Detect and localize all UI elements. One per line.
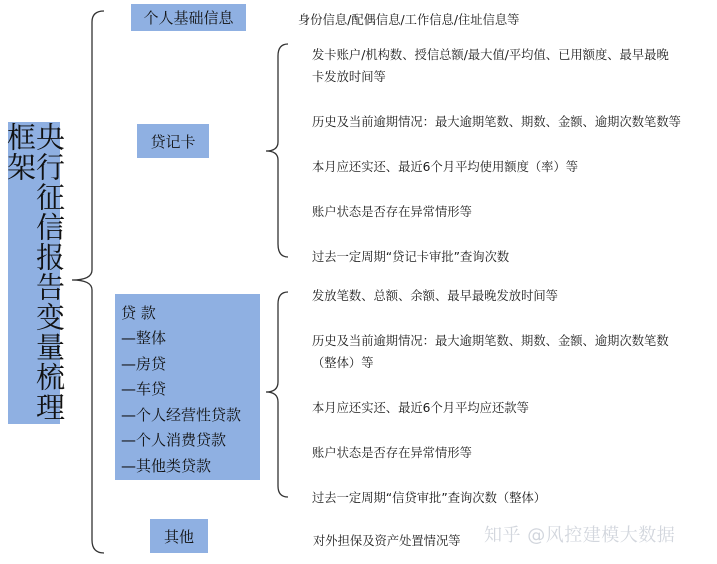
root-node (3, 122, 66, 424)
loan-item: 发放笔数、总额、余额、最早最晚发放时间等 (312, 289, 558, 303)
main-bracket (72, 11, 104, 553)
loan-item-cont: （整体）等 (312, 356, 374, 370)
other-item: 对外担保及资产处置情况等 (313, 534, 461, 548)
credit-card-item: 发卡账户/机构数、授信总额/最大值/平均值、已用额度、最早最晚 (312, 48, 669, 62)
loan-item: 账户状态是否存在异常情形等 (312, 446, 472, 460)
credit-card-item: 账户状态是否存在异常情形等 (312, 205, 472, 219)
category-loan (115, 294, 260, 480)
loan-item: 本月应还实还、最近6个月平均应还款等 (312, 401, 529, 415)
category-label: 其他 (163, 527, 194, 546)
loan-subtype: —整体 (121, 329, 167, 347)
card-bracket (266, 44, 288, 257)
loan-subtype: —其他类贷款 (121, 456, 212, 475)
basic-info-item: 身份信息/配偶信息/工作信息/住址信息等 (298, 13, 520, 27)
category-credit-card (137, 124, 209, 158)
credit-card-item: 过去一定周期“贷记卡审批”查询次数 (312, 250, 510, 264)
credit-card-item-cont: 卡发放时间等 (312, 70, 386, 84)
loan-subtype: —房贷 (121, 354, 167, 373)
loan-title: 贷 款 (121, 304, 156, 322)
loan-item: 历史及当前逾期情况：最大逾期笔数、期数、金额、逾期次数笔数 (312, 334, 669, 348)
category-label: 贷记卡 (150, 132, 196, 151)
loan-item: 过去一定周期“信贷审批”查询次数（整体） (312, 491, 547, 505)
watermark: 知乎 @风控建模大数据 (484, 525, 676, 546)
credit-card-item: 本月应还实还、最近6个月平均使用额度（率）等 (312, 160, 579, 174)
category-other (150, 519, 208, 553)
loan-subtype: —车贷 (121, 380, 167, 398)
credit-card-item: 历史及当前逾期情况：最大逾期笔数、期数、金额、逾期次数笔数等 (312, 115, 681, 129)
category-basic-info (131, 4, 246, 31)
loan-subtype: —个人经营性贷款 (121, 405, 242, 424)
loan-subtype: —个人消费贷款 (121, 431, 227, 449)
root-title: 央行征信报告变量梳理框架 (3, 122, 66, 422)
loan-bracket (266, 292, 288, 497)
category-label: 个人基础信息 (143, 9, 234, 27)
